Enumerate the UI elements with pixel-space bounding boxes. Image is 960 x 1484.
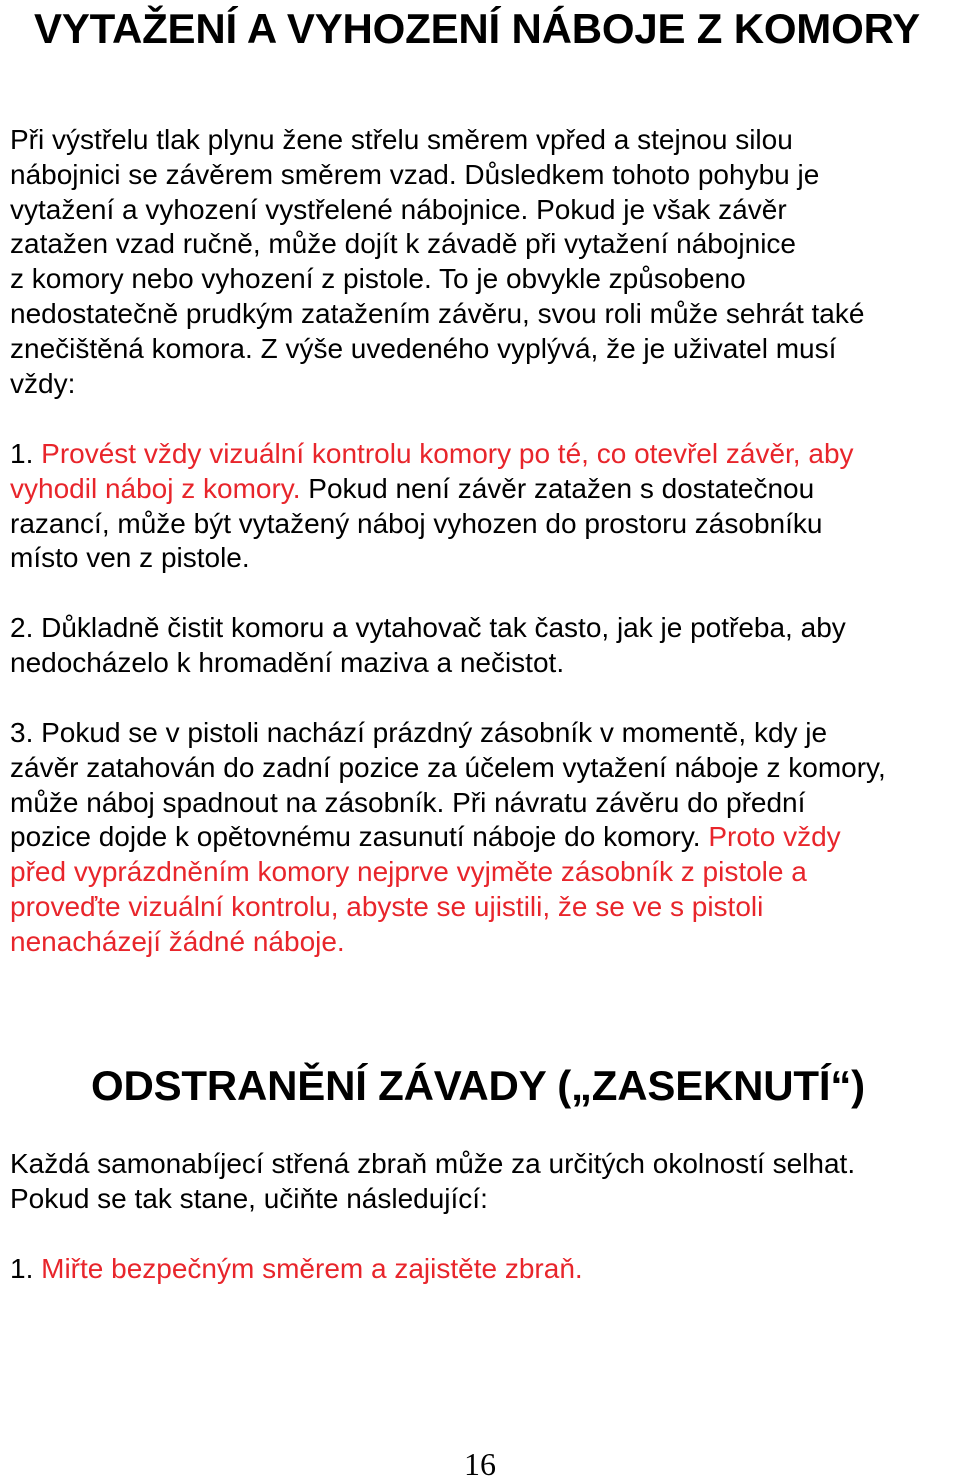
list-item-2 xyxy=(10,611,945,681)
intro-line: Při výstřelu tlak plynu žene střelu směrem vpřed a stejnou silou xyxy=(10,124,793,155)
body-text: Každá samonabíjecí střená zbraň může za určitých okolností selhat. xyxy=(10,1148,856,1179)
list-item-1 xyxy=(10,437,945,576)
body-text: místo ven z pistole. xyxy=(10,542,250,574)
warning-text: Proto vždy xyxy=(708,821,841,853)
list-item-3 xyxy=(10,716,945,960)
intro-line: nábojnici se závěrem směrem vzad. Důsledkem tohoto pohybu je xyxy=(10,158,820,190)
section2-intro-paragraph xyxy=(10,1147,945,1217)
intro-line: znečištěná komora. Z výše uvedeného vyplývá, že je uživatel musí xyxy=(10,332,837,364)
warning-text: před vyprázdněním komory nejprve vyjměte zásobník z pistole a xyxy=(10,856,807,888)
body-text: 2. Důkladně čistit komoru a vytahovač tak často, jak je potřeba, aby xyxy=(10,612,846,643)
warning-text: proveďte vizuální kontrolu, abyste se ujistili, že se ve s pistoli xyxy=(10,890,764,922)
body-text: nedocházelo k hromadění maziva a nečistot. xyxy=(10,646,565,678)
intro-line: vytažení a vyhození vystřelené nábojnice. Pokud je však závěr xyxy=(10,193,787,225)
body-text: může náboj spadnout na zásobník. Při návratu závěru do přední xyxy=(10,786,806,818)
intro-line: nedostatečně prudkým zatažením závěru, svou roli může sehrát také xyxy=(10,297,865,329)
body-text: závěr zatahován do zadní pozice za účelem vytažení náboje z komory, xyxy=(10,751,886,783)
body-text: razancí, může být vytažený náboj vyhozen do prostoru zásobníku xyxy=(10,507,823,539)
warning-text: vyhodil náboj z komory. xyxy=(10,472,301,504)
step-1 xyxy=(10,1252,945,1287)
intro-line: z komory nebo vyhození z pistole. To je obvykle způsobeno xyxy=(10,263,746,295)
intro-paragraph xyxy=(10,123,945,401)
body-text: Pokud není závěr zatažen s dostatečnou xyxy=(300,472,815,504)
body-text: pozice dojde k opětovnému zasunutí náboje do komory. xyxy=(10,821,709,853)
intro-line: zatažen vzad ručně, může dojít k závadě při vytažení nábojnice xyxy=(10,228,796,260)
warning-text: Provést vždy vizuální kontrolu komory po té, co otevřel závěr, aby xyxy=(41,438,854,469)
intro-line: vždy: xyxy=(10,367,76,399)
section-heading-malfunction: ODSTRANĚNÍ ZÁVADY („ZASEKNUTÍ“) xyxy=(91,1062,865,1109)
list-number: 1. xyxy=(10,438,42,469)
section-heading-extraction: VYTAŽENÍ A VYHOZENÍ NÁBOJE Z KOMORY xyxy=(34,5,920,52)
page-number: 16 xyxy=(464,1446,496,1482)
body-text: Pokud se tak stane, učiňte následující: xyxy=(10,1182,488,1214)
warning-text: nenacházejí žádné náboje. xyxy=(10,925,345,957)
list-number: 1. xyxy=(10,1253,42,1284)
warning-text: Miřte bezpečným směrem a zajistěte zbraň. xyxy=(41,1253,583,1284)
body-text: 3. Pokud se v pistoli nachází prázdný zásobník v momentě, kdy je xyxy=(10,717,828,748)
